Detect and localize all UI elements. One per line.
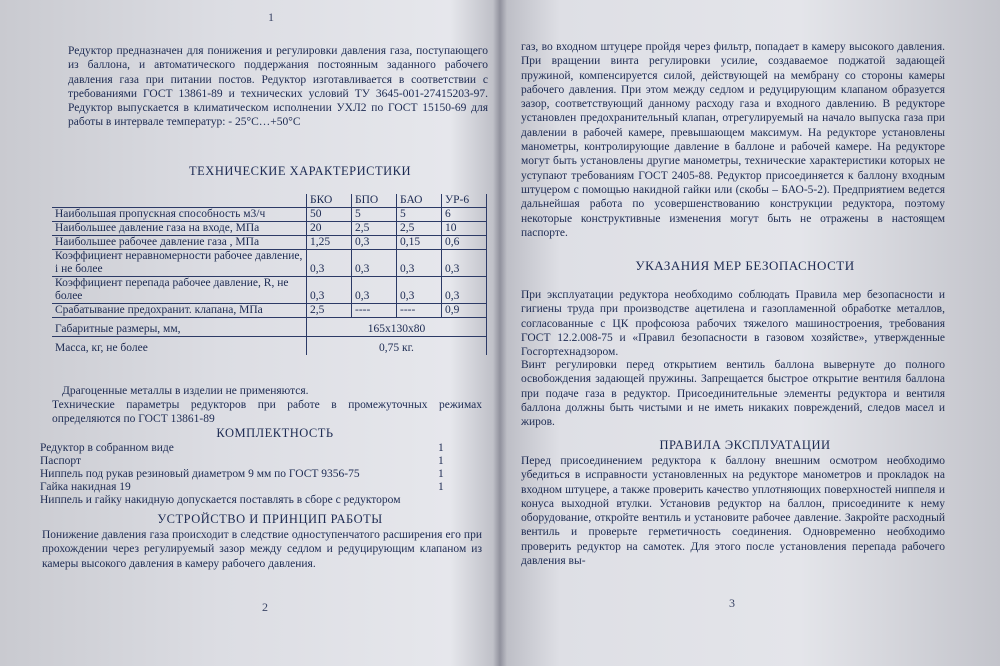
kit-item-qty: 1 — [438, 442, 444, 454]
spec-cell: 0,3 — [397, 250, 442, 277]
dims-label: Габаритные размеры, мм, — [52, 318, 307, 337]
kit-item-qty: 1 — [438, 481, 444, 493]
spec-col-bpo: БПО — [352, 194, 397, 208]
spec-header-blank — [52, 194, 307, 208]
spec-cell: 5 — [397, 208, 442, 222]
device-continuation: газ, во входном штуцере пройдя через фильтр, попадает в камеру высокого давления. При вращении винта регулировки усилие, создаваемое поджатой задающей пружиной, компенсируется силой, действующей на мембрану со стороны камеры рабочего давления. При этом между седлом и редуцирующим клапаном образуется зазор, соответствующий данному расходу газа и входного давлению. В редукторе установлен предохранительный клапан, отрегулируемый на начало выпуска газа при давлении в рабочей камере, превышающем максимум. На редукторе установлены манометры, контролирующие давление в баллоне и рабочей камере. На редукторе могут быть установлены другие манометры, технические характеристики которых не уступают требованиям ГОСТ 2405-88. Редуктор присоединяется к баллону входным штуцером с помощью накидной гайки или (скобы – БАО-5-2). Предприятием ведется дальнейшая работа по усовершенствованию конструкции редуктора, поэтому некоторые конструктивные изменения могут быть не отражены в настоящем паспорте. — [521, 41, 945, 239]
spec-row-label: Срабатывание предохранит. клапана, МПа — [52, 304, 307, 318]
spec-row-label: Коэффициент перепада рабочее давление, R, не более — [52, 277, 307, 304]
spec-dims-row — [52, 318, 487, 337]
device-paragraph: Понижение давления газа происходит в следствие одноступенчатого расширения его при прохождении через регулируемый зазор между седлом и редуцирующим клапаном из камеры высокого давления в камеру рабочего давления. — [42, 529, 482, 570]
spec-cell: 0,3 — [397, 277, 442, 304]
kit-item — [40, 468, 490, 481]
kit-item-name: Ниппель под рукав резиновый диаметром 9 мм по ГОСТ 9356-75 — [40, 468, 360, 480]
spec-cell: ---- — [397, 304, 442, 318]
spec-cell: 0,6 — [442, 236, 487, 250]
safety-paragraph-1: При эксплуатации редуктора необходимо соблюдать Правила мер безопасности и гигиены труда при производстве ацетилена и газопламенной обработке металлов, согласованные с ЦК профсоюза рабочих тяжелого машиностроения, требования ГОСТ 12.2.008-75 и «Правил безопасности в газовом хозяйстве», утвержденные Госгортехнадзором. — [521, 289, 945, 359]
device-title: УСТРОЙСТВО И ПРИНЦИП РАБОТЫ — [157, 512, 383, 526]
spec-cell: 10 — [442, 222, 487, 236]
metals-note: Драгоценные металлы в изделии не применяются. — [62, 385, 309, 397]
page-number-top: 1 — [268, 10, 274, 24]
spec-row-label: Коэффициент неравномерности рабочее давление, i не более — [52, 250, 307, 277]
spec-cell: 20 — [307, 222, 352, 236]
spec-cell: 0,3 — [352, 277, 397, 304]
kit-item — [40, 481, 490, 494]
safety-title: УКАЗАНИЯ МЕР БЕЗОПАСНОСТИ — [635, 258, 855, 273]
spec-row — [52, 222, 487, 236]
kit-list — [40, 442, 490, 507]
page-number-bottom: 2 — [262, 600, 268, 614]
kit-note: Ниппель и гайку накидную допускается поставлять в сборе с редуктором — [40, 494, 401, 506]
kit-item-name: Паспорт — [40, 455, 82, 467]
spec-row-label: Наибольшее давление газа на входе, МПа — [52, 222, 307, 236]
kit-item — [40, 442, 490, 455]
spec-cell: 5 — [352, 208, 397, 222]
spec-row — [52, 250, 487, 277]
kit-item-qty: 1 — [438, 468, 444, 480]
right-page — [505, 0, 1000, 666]
spec-row — [52, 304, 487, 318]
spec-cell: 0,3 — [442, 250, 487, 277]
intro-paragraph: Редуктор предназначен для понижения и регулировки давления газа, поступающего из баллона, и автоматического поддержания постоянным заданного рабочего давления газа при питании постов. Редуктор изготавливается в соответствии с требованиями ГОСТ 13861-89 и технических условий ТУ 3645-001-27415203-97. Редуктор выпускается в климатическом исполнении УХЛ2 по ГОСТ 15150-69 для работы в интервале температур: - 25°C…+50°C — [68, 45, 488, 129]
spec-cell: 2,5 — [307, 304, 352, 318]
kit-item-name: Гайка накидная 19 — [40, 481, 131, 493]
spec-row-label: Наибольшее рабочее давление газа , МПа — [52, 236, 307, 250]
rules-paragraph: Перед присоединением редуктора к баллону внешним осмотром необходимо убедиться в исправности установленных на редукторе манометров и прокладок на входном штуцере, а также проверить качество уплотняющих поверхностей ниппеля и конуса выходной втулки. Установив редуктор на баллон, присоедините к нему оборудование, откройте вентиль и установите рабочее давление. Закройте расходный вентиль и проверьте герметичность соединения. Одновременно необходимо проверить редуктор на самотек. Для этого после установления перепада рабочего давления вы- — [521, 455, 945, 568]
mass-value: 0,75 кг. — [307, 337, 487, 356]
kit-title: КОМПЛЕКТНОСТЬ — [216, 426, 334, 440]
spec-header-row — [52, 194, 487, 208]
spec-cell: 2,5 — [352, 222, 397, 236]
spec-cell: 0,3 — [352, 236, 397, 250]
spec-cell: 1,25 — [307, 236, 352, 250]
spec-cell: 0,3 — [307, 277, 352, 304]
dims-value: 165х130х80 — [307, 318, 487, 337]
spec-col-bao: БАО — [397, 194, 442, 208]
spec-mass-row — [52, 337, 487, 356]
spec-cell: ---- — [352, 304, 397, 318]
spec-cell: 50 — [307, 208, 352, 222]
spec-cell: 0,3 — [352, 250, 397, 277]
spec-title: ТЕХНИЧЕСКИЕ ХАРАКТЕРИСТИКИ — [189, 164, 411, 178]
kit-item-name: Редуктор в собранном виде — [40, 442, 174, 454]
kit-item — [40, 455, 490, 468]
spec-row — [52, 208, 487, 222]
spec-table — [52, 194, 487, 355]
rules-title: ПРАВИЛА ЭКСПЛУАТАЦИИ — [659, 438, 831, 452]
spec-cell: 2,5 — [397, 222, 442, 236]
spec-cell: 6 — [442, 208, 487, 222]
left-page — [0, 0, 495, 666]
kit-item-qty: 1 — [438, 455, 444, 467]
safety-paragraph-2: Винт регулировки перед открытием вентиль баллона вывернуте до полного освобождения задающей пружины. Запрещается быстрое открытие вентиля баллона при подаче газа в редуктор. Присоединительные элементы редуктора и вентиля баллона должны быть чистыми и не иметь никаких повреждений, следов масел и жиров. — [521, 359, 945, 429]
page-number-bottom: 3 — [729, 596, 735, 610]
spec-row-label: Наибольшая пропускная способность м3/ч — [52, 208, 307, 222]
spec-cell: 0,3 — [442, 277, 487, 304]
spec-col-bko: БКО — [307, 194, 352, 208]
spec-cell: 0,9 — [442, 304, 487, 318]
mass-label: Масса, кг, не более — [52, 337, 307, 356]
spec-cell: 0,3 — [307, 250, 352, 277]
spec-col-ur6: УР-6 — [442, 194, 487, 208]
spec-row — [52, 277, 487, 304]
params-note: Технические параметры редукторов при работе в промежуточных режимах определяются по ГОСТ 13861-89 — [52, 399, 482, 426]
spec-row — [52, 236, 487, 250]
spec-cell: 0,15 — [397, 236, 442, 250]
